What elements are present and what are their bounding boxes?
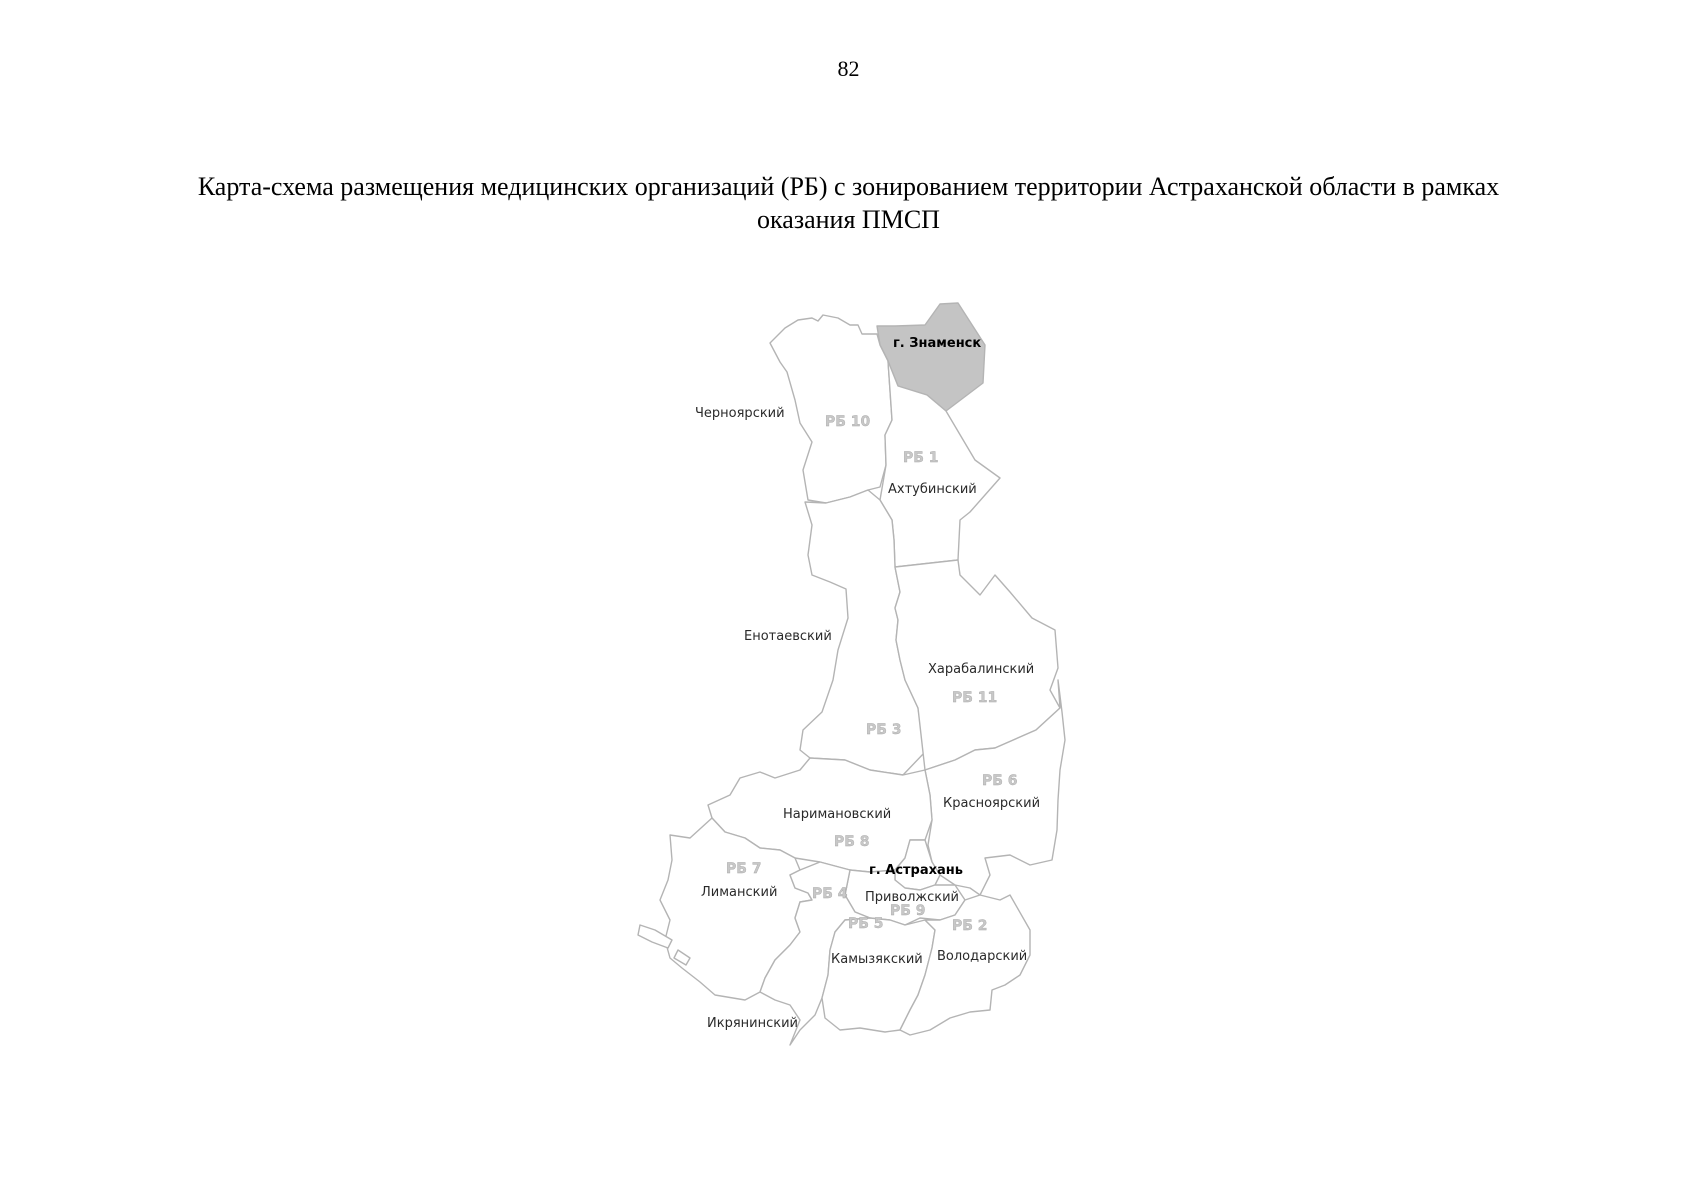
label-ikryaninsky: Икрянинский xyxy=(707,1016,798,1031)
label-akhtubinsky: Ахтубинский xyxy=(888,482,977,497)
label-privolzhsky: Приволжский xyxy=(865,890,960,905)
page-number: 82 xyxy=(837,56,860,81)
label-chernoyarsky: Черноярский xyxy=(695,406,785,421)
island-fragment xyxy=(638,925,672,948)
label-kharabalinsky: Харабалинский xyxy=(928,662,1035,677)
label-kamyzyaksky: Камызякский xyxy=(831,952,923,967)
label-narimanovsky: Наримановский xyxy=(783,807,892,822)
rb-label-8: РБ 8 xyxy=(834,834,870,850)
label-astrakhan: г. Астрахань xyxy=(869,863,963,878)
label-krasnoyarsky: Красноярский xyxy=(943,796,1041,811)
rb-label-1: РБ 1 xyxy=(903,450,939,466)
title-line-1: Карта-схема размещения медицинских организаций (РБ) с зонированием территории Астраханской области в рамках xyxy=(197,172,1500,201)
rb-label-10: РБ 10 xyxy=(825,414,871,430)
rb-label-3: РБ 3 xyxy=(866,722,902,738)
district-chernoyarsky xyxy=(770,315,892,503)
label-limansky: Лиманский xyxy=(701,885,778,900)
rb-label-6: РБ 6 xyxy=(982,773,1018,789)
rb-label-9: РБ 9 xyxy=(890,903,926,919)
rb-label-4: РБ 4 xyxy=(812,886,848,902)
rb-label-2: РБ 2 xyxy=(952,918,988,934)
rb-label-11: РБ 11 xyxy=(952,690,998,706)
label-volodarsky: Володарский xyxy=(937,949,1028,964)
label-enotaevsky: Енотаевский xyxy=(744,629,832,644)
rb-label-7: РБ 7 xyxy=(726,861,762,877)
title-line-2: оказания ПМСП xyxy=(757,205,940,234)
label-znamensk: г. Знаменск xyxy=(893,336,982,351)
rb-label-5: РБ 5 xyxy=(848,916,884,932)
